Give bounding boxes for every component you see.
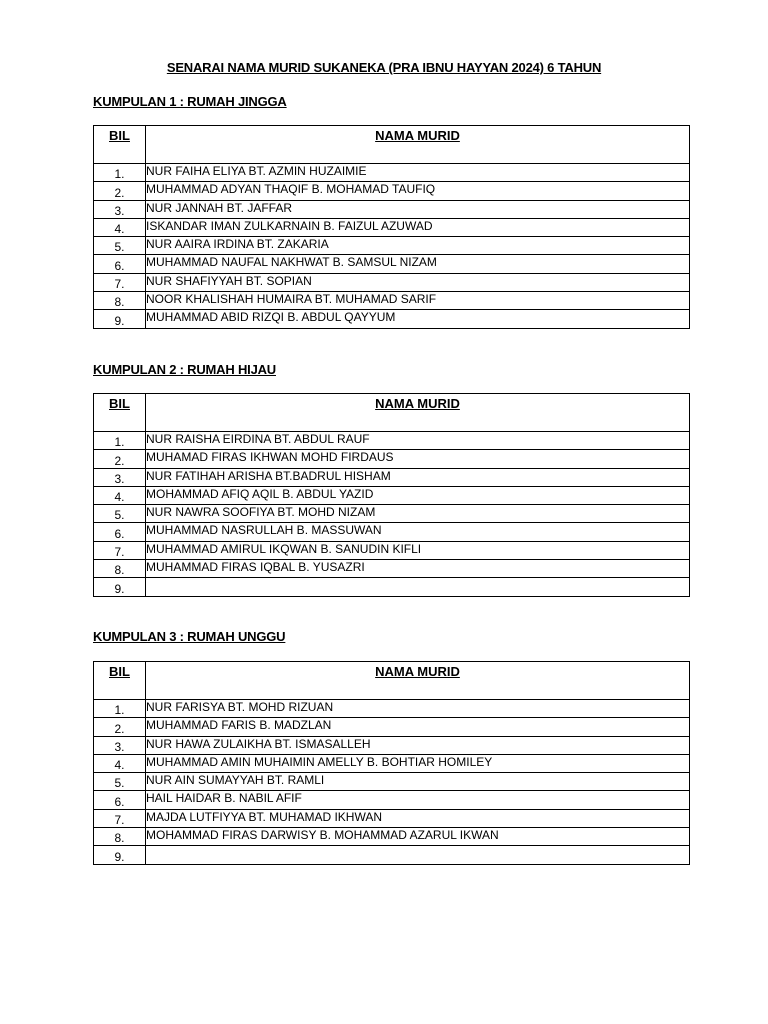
student-table-rumah-jingga: [93, 125, 690, 329]
row-number: 7.: [94, 273, 146, 291]
table-row: [94, 237, 690, 255]
table-row: [94, 432, 690, 450]
table-row: [94, 828, 690, 846]
table-row: [94, 791, 690, 809]
student-name: NUR HAWA ZULAIKHA BT. ISMASALLEH: [146, 736, 690, 754]
student-name: MUHAMMAD FARIS B. MADZLAN: [146, 718, 690, 736]
student-name: MUHAMMAD ADYAN THAQIF B. MOHAMAD TAUFIQ: [146, 182, 690, 200]
table-header-row: [94, 394, 690, 432]
row-number: 7.: [94, 541, 146, 559]
student-name: HAIL HAIDAR B. NABIL AFIF: [146, 791, 690, 809]
table-row: [94, 450, 690, 468]
column-header-bil: BIL: [94, 662, 146, 700]
row-number: 4.: [94, 218, 146, 236]
column-header-nama-murid: NAMA MURID: [146, 394, 690, 432]
row-number: 8.: [94, 560, 146, 578]
table-row: [94, 218, 690, 236]
table-row: [94, 700, 690, 718]
table-row: [94, 182, 690, 200]
row-number: 8.: [94, 828, 146, 846]
table-row: [94, 292, 690, 310]
table-row: [94, 578, 690, 596]
row-number: 5.: [94, 773, 146, 791]
row-number: 9.: [94, 578, 146, 596]
student-name: NUR SHAFIYYAH BT. SOPIAN: [146, 273, 690, 291]
student-name: MOHAMMAD FIRAS DARWISY B. MOHAMMAD AZARUL IKWAN: [146, 828, 690, 846]
student-name: NUR RAISHA EIRDINA BT. ABDUL RAUF: [146, 432, 690, 450]
table-row: [94, 468, 690, 486]
row-number: 6.: [94, 791, 146, 809]
student-name: NUR NAWRA SOOFIYA BT. MOHD NIZAM: [146, 505, 690, 523]
row-number: 3.: [94, 200, 146, 218]
row-number: 4.: [94, 486, 146, 504]
table-row: [94, 736, 690, 754]
row-number: 1.: [94, 700, 146, 718]
student-name: MUHAMMAD AMIRUL IKQWAN B. SANUDIN KIFLI: [146, 541, 690, 559]
column-header-nama-murid: NAMA MURID: [146, 662, 690, 700]
table-header-row: [94, 126, 690, 164]
table-row: [94, 541, 690, 559]
table-row: [94, 523, 690, 541]
table-row: [94, 310, 690, 328]
table-row: [94, 505, 690, 523]
student-name: NUR JANNAH BT. JAFFAR: [146, 200, 690, 218]
student-name: NUR AAIRA IRDINA BT. ZAKARIA: [146, 237, 690, 255]
row-number: 3.: [94, 468, 146, 486]
student-name: ISKANDAR IMAN ZULKARNAIN B. FAIZUL AZUWAD: [146, 218, 690, 236]
student-name: NUR FAIHA ELIYA BT. AZMIN HUZAIMIE: [146, 164, 690, 182]
student-name: MUHAMMAD NASRULLAH B. MASSUWAN: [146, 523, 690, 541]
row-number: 6.: [94, 255, 146, 273]
row-number: 6.: [94, 523, 146, 541]
table-header-row: [94, 662, 690, 700]
row-number: 2.: [94, 182, 146, 200]
table-row: [94, 846, 690, 864]
student-name: MAJDA LUTFIYYA BT. MUHAMAD IKHWAN: [146, 809, 690, 827]
column-header-bil: BIL: [94, 394, 146, 432]
row-number: 9.: [94, 846, 146, 864]
row-number: 3.: [94, 736, 146, 754]
column-header-bil: BIL: [94, 126, 146, 164]
page-title: SENARAI NAMA MURID SUKANEKA (PRA IBNU HAYYAN 2024) 6 TAHUN: [166, 60, 602, 75]
table-row: [94, 718, 690, 736]
student-name: MUHAMMAD ABID RIZQI B. ABDUL QAYYUM: [146, 310, 690, 328]
table-row: [94, 200, 690, 218]
student-name: [146, 578, 690, 596]
row-number: 1.: [94, 164, 146, 182]
table-row: [94, 560, 690, 578]
row-number: 7.: [94, 809, 146, 827]
student-table-rumah-hijau: [93, 393, 690, 597]
row-number: 4.: [94, 754, 146, 772]
row-number: 2.: [94, 450, 146, 468]
student-name: MUHAMMAD FIRAS IQBAL B. YUSAZRI: [146, 560, 690, 578]
student-name: NOOR KHALISHAH HUMAIRA BT. MUHAMAD SARIF: [146, 292, 690, 310]
group-heading-rumah-hijau: KUMPULAN 2 : RUMAH HIJAU: [93, 362, 276, 377]
student-name: MUHAMMAD NAUFAL NAKHWAT B. SAMSUL NIZAM: [146, 255, 690, 273]
table-row: [94, 164, 690, 182]
table-row: [94, 773, 690, 791]
row-number: 8.: [94, 292, 146, 310]
student-table-rumah-unggu: [93, 661, 690, 865]
table-row: [94, 754, 690, 772]
row-number: 9.: [94, 310, 146, 328]
row-number: 2.: [94, 718, 146, 736]
row-number: 5.: [94, 237, 146, 255]
student-name: [146, 846, 690, 864]
student-name: NUR AIN SUMAYYAH BT. RAMLI: [146, 773, 690, 791]
row-number: 1.: [94, 432, 146, 450]
table-row: [94, 809, 690, 827]
group-heading-rumah-jingga: KUMPULAN 1 : RUMAH JINGGA: [93, 94, 287, 109]
student-name: MOHAMMAD AFIQ AQIL B. ABDUL YAZID: [146, 486, 690, 504]
student-name: NUR FATIHAH ARISHA BT.BADRUL HISHAM: [146, 468, 690, 486]
table-row: [94, 486, 690, 504]
column-header-nama-murid: NAMA MURID: [146, 126, 690, 164]
student-name: MUHAMAD FIRAS IKHWAN MOHD FIRDAUS: [146, 450, 690, 468]
table-row: [94, 273, 690, 291]
group-heading-rumah-unggu: KUMPULAN 3 : RUMAH UNGGU: [93, 629, 286, 644]
student-name: MUHAMMAD AMIN MUHAIMIN AMELLY B. BOHTIAR HOMILEY: [146, 754, 690, 772]
student-name: NUR FARISYA BT. MOHD RIZUAN: [146, 700, 690, 718]
table-row: [94, 255, 690, 273]
row-number: 5.: [94, 505, 146, 523]
